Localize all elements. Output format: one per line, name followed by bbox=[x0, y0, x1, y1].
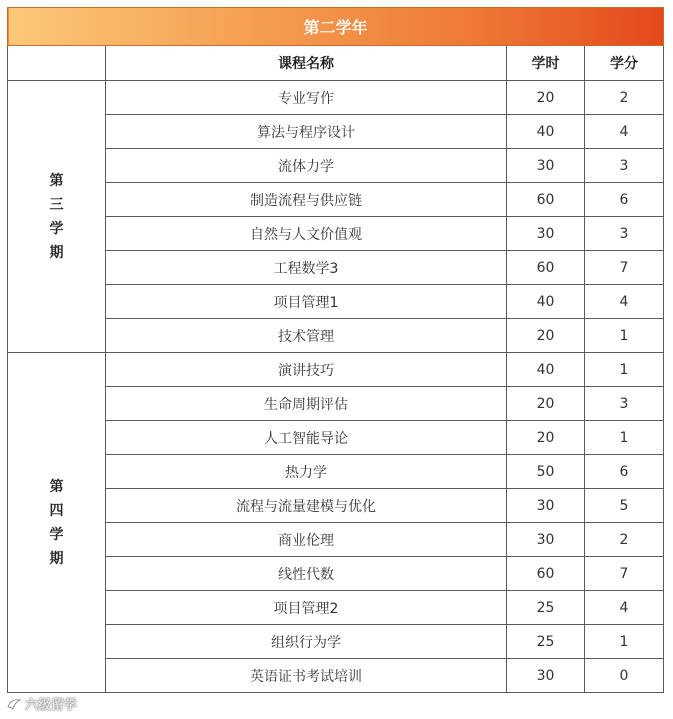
course-name-cell: 制造流程与供应链 bbox=[106, 183, 507, 217]
credits-cell: 6 bbox=[585, 183, 664, 217]
curriculum-table bbox=[7, 7, 664, 693]
credits-cell: 3 bbox=[585, 149, 664, 183]
semester-label-char: 三 bbox=[49, 196, 64, 213]
credits-header: 学分 bbox=[585, 46, 664, 81]
credits-cell: 3 bbox=[585, 387, 664, 421]
table-row bbox=[8, 387, 664, 421]
course-name-cell: 热力学 bbox=[106, 455, 507, 489]
hours-cell: 30 bbox=[507, 217, 585, 251]
hours-header: 学时 bbox=[507, 46, 585, 81]
hours-cell: 25 bbox=[507, 591, 585, 625]
credits-cell: 6 bbox=[585, 455, 664, 489]
course-name-header: 课程名称 bbox=[106, 46, 507, 81]
hours-cell: 40 bbox=[507, 353, 585, 387]
course-name-cell: 项目管理1 bbox=[106, 285, 507, 319]
credits-cell: 1 bbox=[585, 319, 664, 353]
course-name-cell: 项目管理2 bbox=[106, 591, 507, 625]
credits-cell: 5 bbox=[585, 489, 664, 523]
table-row bbox=[8, 659, 664, 693]
table-row bbox=[8, 319, 664, 353]
hours-cell: 30 bbox=[507, 149, 585, 183]
table-body bbox=[8, 81, 664, 693]
semester-header bbox=[8, 46, 106, 81]
credits-cell: 4 bbox=[585, 115, 664, 149]
course-name-cell: 流体力学 bbox=[106, 149, 507, 183]
course-name-cell: 算法与程序设计 bbox=[106, 115, 507, 149]
table-title: 第二学年 bbox=[8, 8, 664, 46]
course-name-cell: 技术管理 bbox=[106, 319, 507, 353]
table-row bbox=[8, 251, 664, 285]
credits-cell: 0 bbox=[585, 659, 664, 693]
semester-label-char: 四 bbox=[49, 502, 64, 519]
watermark bbox=[6, 694, 77, 713]
course-name-cell: 组织行为学 bbox=[106, 625, 507, 659]
hours-cell: 50 bbox=[507, 455, 585, 489]
table-row bbox=[8, 81, 664, 115]
table-row bbox=[8, 455, 664, 489]
semester-label-char: 期 bbox=[49, 550, 64, 567]
hours-cell: 60 bbox=[507, 183, 585, 217]
curriculum-table-container bbox=[7, 7, 663, 693]
table-row bbox=[8, 285, 664, 319]
semester-label-char: 期 bbox=[49, 244, 64, 261]
watermark-logo-icon bbox=[6, 697, 22, 711]
table-row bbox=[8, 421, 664, 455]
hours-cell: 20 bbox=[507, 421, 585, 455]
credits-cell: 3 bbox=[585, 217, 664, 251]
semester-label-char: 第 bbox=[49, 478, 64, 495]
semester-label-char: 第 bbox=[49, 172, 64, 189]
table-row bbox=[8, 353, 664, 387]
table-row bbox=[8, 183, 664, 217]
table-row bbox=[8, 489, 664, 523]
course-name-cell: 生命周期评估 bbox=[106, 387, 507, 421]
hours-cell: 20 bbox=[507, 319, 585, 353]
credits-cell: 7 bbox=[585, 251, 664, 285]
course-name-cell: 商业伦理 bbox=[106, 523, 507, 557]
hours-cell: 30 bbox=[507, 489, 585, 523]
credits-cell: 2 bbox=[585, 523, 664, 557]
credits-cell: 2 bbox=[585, 81, 664, 115]
table-row bbox=[8, 523, 664, 557]
table-row bbox=[8, 557, 664, 591]
title-row bbox=[8, 8, 664, 46]
table-row bbox=[8, 591, 664, 625]
course-name-cell: 人工智能导论 bbox=[106, 421, 507, 455]
course-name-cell: 英语证书考试培训 bbox=[106, 659, 507, 693]
course-name-cell: 专业写作 bbox=[106, 81, 507, 115]
hours-cell: 25 bbox=[507, 625, 585, 659]
hours-cell: 60 bbox=[507, 557, 585, 591]
table-row bbox=[8, 115, 664, 149]
credits-cell: 1 bbox=[585, 353, 664, 387]
hours-cell: 20 bbox=[507, 81, 585, 115]
course-name-cell: 线性代数 bbox=[106, 557, 507, 591]
course-name-cell: 演讲技巧 bbox=[106, 353, 507, 387]
hours-cell: 20 bbox=[507, 387, 585, 421]
hours-cell: 40 bbox=[507, 285, 585, 319]
credits-cell: 1 bbox=[585, 625, 664, 659]
table-row bbox=[8, 149, 664, 183]
hours-cell: 60 bbox=[507, 251, 585, 285]
hours-cell: 30 bbox=[507, 523, 585, 557]
watermark-text: 六级留学 bbox=[25, 698, 78, 713]
course-name-cell: 自然与人文价值观 bbox=[106, 217, 507, 251]
header-row bbox=[8, 46, 664, 81]
course-name-cell: 工程数学3 bbox=[106, 251, 507, 285]
semester-label-char: 学 bbox=[49, 526, 64, 543]
hours-cell: 30 bbox=[507, 659, 585, 693]
credits-cell: 4 bbox=[585, 591, 664, 625]
credits-cell: 4 bbox=[585, 285, 664, 319]
hours-cell: 40 bbox=[507, 115, 585, 149]
credits-cell: 7 bbox=[585, 557, 664, 591]
semester-label bbox=[8, 353, 106, 693]
credits-cell: 1 bbox=[585, 421, 664, 455]
course-name-cell: 流程与流量建模与优化 bbox=[106, 489, 507, 523]
table-row bbox=[8, 217, 664, 251]
table-row bbox=[8, 625, 664, 659]
semester-label-char: 学 bbox=[49, 220, 64, 237]
semester-label bbox=[8, 81, 106, 353]
